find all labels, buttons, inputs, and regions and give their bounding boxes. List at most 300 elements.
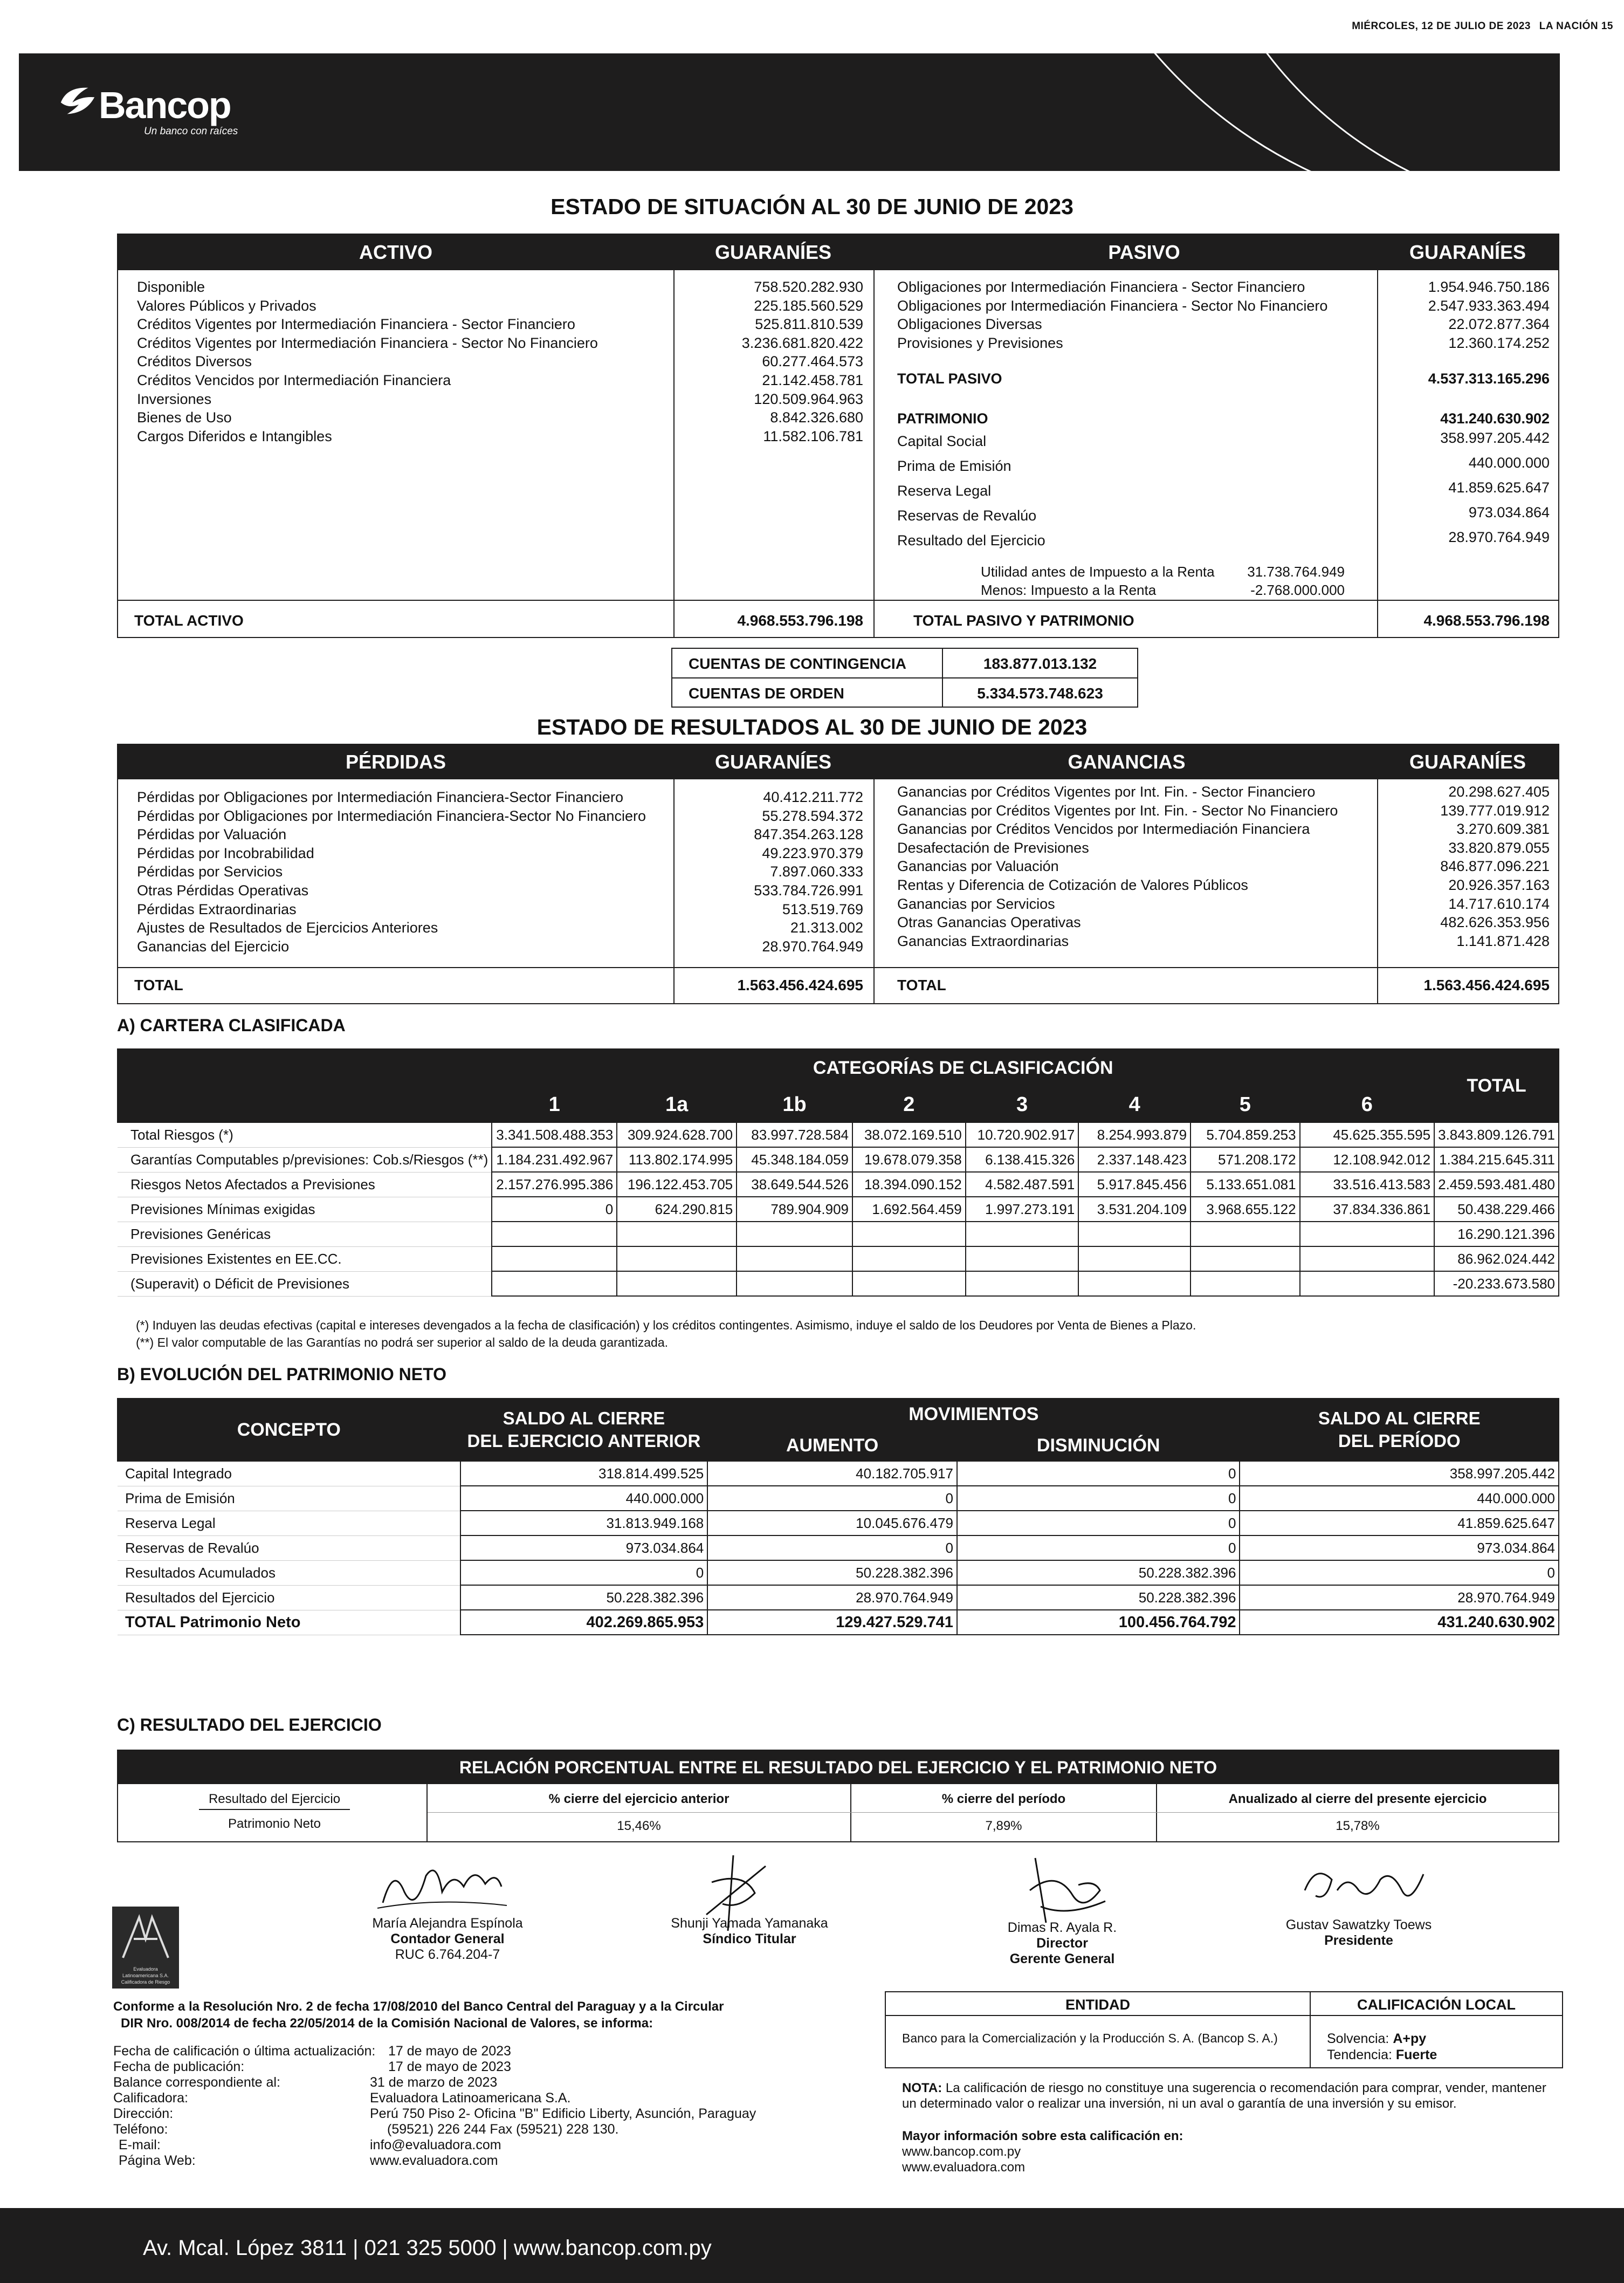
patrimonio-cell: 50.228.382.396 bbox=[957, 1560, 1240, 1585]
cartera-cell: 33.516.413.583 bbox=[1300, 1172, 1434, 1197]
nota-line-1: La calificación de riesgo no constituye una sugerencia o recomendación para comprar, vender, mantener bbox=[945, 2081, 1546, 2095]
rating-table bbox=[885, 1991, 1563, 2068]
signature-4 bbox=[1262, 1917, 1456, 1949]
cartera-cell: 3.341.508.488.353 bbox=[492, 1122, 617, 1147]
cartera-cell: 624.290.815 bbox=[617, 1197, 737, 1222]
patrimonio-item-value: 358.997.205.442 bbox=[1440, 430, 1550, 446]
resultado-denominator: Patrimonio Neto bbox=[228, 1816, 321, 1831]
ganancia-label: Ganancias por Créditos Vencidos por Intermediación Financiera bbox=[897, 821, 1310, 838]
table-row bbox=[118, 1222, 1559, 1246]
orden-label: CUENTAS DE ORDEN bbox=[689, 685, 844, 702]
signature-espinola bbox=[372, 1854, 512, 1919]
movimientos-head: MOVIMIENTOS bbox=[707, 1398, 1240, 1430]
patrimonio-prefix: B bbox=[117, 1365, 130, 1384]
ganancia-label: Ganancias por Créditos Vigentes por Int. Fin. - Sector No Financiero bbox=[897, 802, 1338, 819]
pasivo-label: Obligaciones por Intermediación Financiera - Sector Financiero bbox=[897, 279, 1305, 295]
signature-sawatzky bbox=[1294, 1858, 1434, 1917]
rating-detail-label: Página Web: bbox=[119, 2153, 196, 2168]
cartera-col-head: 1 bbox=[492, 1087, 617, 1122]
patrimonio-cell: 0 bbox=[957, 1535, 1240, 1560]
patrimonio-cell: 973.034.864 bbox=[460, 1535, 708, 1560]
rating-detail-value: 17 de mayo de 2023 bbox=[388, 2044, 511, 2059]
table-row bbox=[118, 1560, 1559, 1585]
total-ganancias-value: 1.563.456.424.695 bbox=[1423, 977, 1550, 993]
resultado-value-3: 15,78% bbox=[1336, 1819, 1380, 1833]
cartera-row-label: Previsiones Mínimas exigidas bbox=[118, 1197, 492, 1222]
banner-decoration bbox=[19, 53, 1560, 171]
saldo-anterior-head-2: DEL EJERCICIO ANTERIOR bbox=[467, 1431, 701, 1451]
concepto-head: CONCEPTO bbox=[118, 1398, 460, 1461]
resultado-banner: RELACIÓN PORCENTUAL ENTRE EL RESULTADO DEL EJERCICIO Y EL PATRIMONIO NETO bbox=[118, 1751, 1558, 1784]
cartera-cell: 5.704.859.253 bbox=[1191, 1122, 1300, 1147]
pasivo-labels bbox=[897, 279, 1372, 353]
results-statement bbox=[117, 744, 1559, 1004]
pasivo-value: 2.547.933.363.494 bbox=[1428, 297, 1550, 314]
patrimonio-cell: 41.859.625.647 bbox=[1240, 1511, 1559, 1535]
rating-detail-label: Fecha de calificación o última actualización: bbox=[113, 2044, 376, 2059]
table-row bbox=[118, 1610, 1559, 1635]
patrimonio-item-value: 440.000.000 bbox=[1468, 455, 1550, 471]
rating-detail-value: www.evaluadora.com bbox=[370, 2153, 498, 2168]
cartera-total: 2.459.593.481.480 bbox=[1434, 1172, 1559, 1197]
ganancia-label: Ganancias por Servicios bbox=[897, 895, 1055, 912]
rating-detail-value: 31 de marzo de 2023 bbox=[370, 2075, 498, 2090]
perdida-value: 847.354.263.128 bbox=[754, 826, 863, 843]
pasivo-label: Provisiones y Previsiones bbox=[897, 334, 1063, 351]
cartera-col-head: 4 bbox=[1078, 1087, 1191, 1122]
resultado-table bbox=[117, 1750, 1559, 1842]
patrimonio-row-label: Prima de Emisión bbox=[118, 1486, 460, 1511]
patrimonio-cell: 50.228.382.396 bbox=[460, 1585, 708, 1610]
patrimonio-item-value: 973.034.864 bbox=[1468, 504, 1550, 520]
calificacion-head: CALIFICACIÓN LOCAL bbox=[1357, 1997, 1516, 2013]
cartera-cell: 309.924.628.700 bbox=[617, 1122, 737, 1147]
orden-value: 5.334.573.748.623 bbox=[977, 685, 1103, 702]
activo-value: 758.520.282.930 bbox=[754, 279, 863, 295]
nota-label: NOTA: bbox=[902, 2081, 942, 2095]
cartera-cell: 10.720.902.917 bbox=[966, 1122, 1079, 1147]
cartera-col-head: 2 bbox=[852, 1087, 966, 1122]
rating-detail-value: 17 de mayo de 2023 bbox=[388, 2059, 511, 2074]
total-perdidas-label: TOTAL bbox=[134, 977, 183, 993]
patrimonio-cell: 50.228.382.396 bbox=[707, 1560, 957, 1585]
rating-detail-value: Evaluadora Latinoamericana S.A. bbox=[370, 2090, 571, 2106]
contingencia-label: CUENTAS DE CONTINGENCIA bbox=[689, 655, 906, 672]
disminucion-head: DISMINUCIÓN bbox=[957, 1430, 1240, 1461]
activo-value: 11.582.106.781 bbox=[763, 428, 863, 444]
table-row bbox=[118, 1197, 1559, 1222]
cartera-row-label: Previsiones Existentes en EE.CC. bbox=[118, 1246, 492, 1271]
patrimonio-section-title bbox=[117, 1365, 446, 1384]
nota-line-2: un determinado valor o realizar una inversión, ni un aval o garantía de una inversión y su emisor. bbox=[902, 2096, 1457, 2111]
header-date: MIÉRCOLES, 12 DE JULIO DE 2023 bbox=[1352, 20, 1531, 32]
cartera-cell: 2.157.276.995.386 bbox=[492, 1172, 617, 1197]
contingencia-value: 183.877.013.132 bbox=[983, 655, 1097, 672]
activo-values bbox=[675, 279, 863, 447]
patrimonio-label: PATRIMONIO bbox=[897, 410, 988, 427]
perdida-value: 28.970.764.949 bbox=[762, 938, 863, 955]
page-header bbox=[1352, 20, 1613, 32]
patrimonio-title: ) EVOLUCIÓN DEL PATRIMONIO NETO bbox=[129, 1365, 446, 1384]
patrimonio-cell: 318.814.499.525 bbox=[460, 1461, 708, 1486]
pasivo-value: 22.072.877.364 bbox=[1448, 316, 1550, 333]
activo-value: 21.142.458.781 bbox=[762, 372, 863, 388]
ganancia-label: Ganancias Extraordinarias bbox=[897, 933, 1069, 949]
cartera-cell: 1.997.273.191 bbox=[966, 1197, 1079, 1222]
activo-value: 120.509.964.963 bbox=[754, 390, 863, 407]
cartera-col-head: 1b bbox=[737, 1087, 852, 1122]
patrimonio-item-label: Reservas de Revalúo bbox=[897, 508, 1037, 524]
cartera-total: 86.962.024.442 bbox=[1434, 1246, 1559, 1271]
ganancia-label: Desafectación de Previsiones bbox=[897, 839, 1089, 856]
perdida-label: Otras Pérdidas Operativas bbox=[137, 882, 309, 899]
perdidas-labels bbox=[137, 789, 671, 957]
cartera-cell: 3.531.204.109 bbox=[1078, 1197, 1191, 1222]
signature-extra: Gerente General bbox=[1009, 1951, 1115, 1966]
header-page: 15 bbox=[1601, 20, 1613, 32]
perdida-label: Pérdidas por Incobrabilidad bbox=[137, 845, 314, 861]
cartera-col-head: 5 bbox=[1191, 1087, 1300, 1122]
cartera-row-label: Garantías Computables p/previsiones: Cob.s/Riesgos (**) bbox=[118, 1147, 492, 1172]
cartera-row-label: Total Riesgos (*) bbox=[118, 1122, 492, 1147]
cartera-cell: 1.184.231.492.967 bbox=[492, 1147, 617, 1172]
total-activo-value: 4.968.553.796.198 bbox=[737, 612, 863, 629]
patrimonio-item-values bbox=[1378, 430, 1550, 554]
patrimonio-total-label: TOTAL Patrimonio Neto bbox=[118, 1610, 460, 1635]
conforme-line-2: DIR Nro. 008/2014 de fecha 22/05/2014 de la Comisión Nacional de Valores, se informa: bbox=[121, 2016, 653, 2031]
cartera-col-head: 3 bbox=[966, 1087, 1079, 1122]
patrimonio-cell: 440.000.000 bbox=[1240, 1486, 1559, 1511]
patrimonio-cell: 28.970.764.949 bbox=[1240, 1585, 1559, 1610]
activo-label: Disponible bbox=[137, 279, 205, 295]
utilidad-label: Utilidad antes de Impuesto a la Renta bbox=[981, 564, 1215, 580]
ganancia-value: 14.717.610.174 bbox=[1448, 895, 1550, 912]
page-footer bbox=[0, 2208, 1624, 2283]
rating-details bbox=[113, 2044, 756, 2169]
cartera-col-head: 1a bbox=[617, 1087, 737, 1122]
ganancia-value: 3.270.609.381 bbox=[1456, 821, 1550, 838]
resultado-section-title: C) RESULTADO DEL EJERCICIO bbox=[117, 1715, 382, 1734]
activo-labels bbox=[137, 279, 665, 447]
rating-detail-label: Dirección: bbox=[113, 2106, 174, 2121]
cartera-cell: 5.917.845.456 bbox=[1078, 1172, 1191, 1197]
patrimonio-item-value: 28.970.764.949 bbox=[1448, 529, 1550, 545]
signature-role: Presidente bbox=[1324, 1933, 1393, 1948]
perdida-label: Pérdidas por Obligaciones por Intermediación Financiera-Sector Financiero bbox=[137, 789, 623, 805]
signature-ayala bbox=[1014, 1847, 1121, 1928]
patrimonio-row-label: Resultados Acumulados bbox=[118, 1560, 460, 1585]
cartera-cell: 38.649.544.526 bbox=[737, 1172, 852, 1197]
total-pasivo-value: 4.537.313.165.296 bbox=[1428, 371, 1550, 387]
perdida-value: 533.784.726.991 bbox=[754, 882, 863, 899]
resultado-col-2: % cierre del período bbox=[941, 1792, 1066, 1806]
activo-head: ACTIVO bbox=[359, 241, 432, 263]
cartera-col-head: 6 bbox=[1300, 1087, 1434, 1122]
cartera-cell: 113.802.174.995 bbox=[617, 1147, 737, 1172]
resultado-col-3: Anualizado al cierre del presente ejercicio bbox=[1228, 1792, 1487, 1806]
cartera-cell: 45.348.184.059 bbox=[737, 1147, 852, 1172]
conforme-text bbox=[113, 1998, 724, 2032]
resultado-value-1: 15,46% bbox=[617, 1819, 661, 1833]
patrimonio-item-label: Capital Social bbox=[897, 433, 987, 449]
resultado-numerator: Resultado del Ejercicio bbox=[199, 1792, 350, 1810]
brand-banner bbox=[19, 53, 1560, 171]
perdida-label: Pérdidas por Valuación bbox=[137, 826, 287, 843]
perdida-value: 40.412.211.772 bbox=[763, 789, 863, 805]
perdida-value: 513.519.769 bbox=[782, 901, 863, 917]
cartera-cell: 38.072.169.510 bbox=[852, 1122, 966, 1147]
rating-detail-label: Teléfono: bbox=[113, 2122, 168, 2137]
perdidas-values bbox=[675, 789, 863, 957]
patrimonio-cell: 0 bbox=[1240, 1560, 1559, 1585]
cartera-total: 1.384.215.645.311 bbox=[1434, 1147, 1559, 1172]
table-row bbox=[118, 1511, 1559, 1535]
patrimonio-cell: 0 bbox=[957, 1461, 1240, 1486]
cartera-cell: 4.582.487.591 bbox=[966, 1172, 1079, 1197]
cartera-note-1: (*) Induyen las deudas efectivas (capital e intereses devengados a la fecha de clasificación) y los créditos contingentes. Asimismo, induye el saldo de los Deudores por Venta de Bienes a Plazo. bbox=[136, 1318, 1196, 1332]
cartera-cell: 8.254.993.879 bbox=[1078, 1122, 1191, 1147]
web-link-1[interactable]: www.bancop.com.py bbox=[902, 2144, 1021, 2159]
patrimonio-cell: 440.000.000 bbox=[460, 1486, 708, 1511]
activo-value: 225.185.560.529 bbox=[754, 297, 863, 314]
cuentas-table bbox=[671, 648, 1138, 708]
patrimonio-row-label: Reserva Legal bbox=[118, 1511, 460, 1535]
pasivo-value: 12.360.174.252 bbox=[1448, 334, 1550, 351]
evaluadora-logo-text-1: Evaluadora bbox=[133, 1966, 158, 1972]
patrimonio-cell: 358.997.205.442 bbox=[1240, 1461, 1559, 1486]
perdidas-guaranies-head: GUARANÍES bbox=[714, 751, 832, 773]
activo-label: Inversiones bbox=[137, 390, 212, 407]
activo-label: Créditos Diversos bbox=[137, 353, 252, 370]
perdida-label: Ganancias del Ejercicio bbox=[137, 938, 290, 955]
ganancia-value: 482.626.353.956 bbox=[1440, 914, 1550, 931]
activo-value: 3.236.681.820.422 bbox=[741, 334, 863, 351]
ganancia-value: 139.777.019.912 bbox=[1440, 802, 1550, 819]
signature-name: Gustav Sawatzky Toews bbox=[1285, 1917, 1432, 1932]
ganancia-value: 1.141.871.428 bbox=[1456, 933, 1550, 949]
utilidad-value: 31.738.764.949 bbox=[1247, 564, 1345, 580]
table-row bbox=[118, 1246, 1559, 1271]
ganancia-label: Ganancias por Valuación bbox=[897, 858, 1059, 875]
brand-tagline: Un banco con raíces bbox=[144, 126, 238, 137]
saldo-anterior-head-1: SALDO AL CIERRE bbox=[503, 1408, 665, 1428]
cartera-cell: 3.968.655.122 bbox=[1191, 1197, 1300, 1222]
total-pp-value: 4.968.553.796.198 bbox=[1423, 612, 1550, 629]
impuesto-label: Menos: Impuesto a la Renta bbox=[981, 582, 1157, 598]
cartera-cell: 196.122.453.705 bbox=[617, 1172, 737, 1197]
total-activo-label: TOTAL ACTIVO bbox=[134, 612, 244, 629]
patrimonio-cell: 0 bbox=[707, 1535, 957, 1560]
rating-detail-label: E-mail: bbox=[119, 2137, 161, 2152]
patrimonio-item-label: Resultado del Ejercicio bbox=[897, 532, 1045, 549]
cartera-cell: 12.108.942.012 bbox=[1300, 1147, 1434, 1172]
tendencia-label: Tendencia: bbox=[1327, 2047, 1392, 2062]
signature-name: Shunji Yamada Yamanaka bbox=[671, 1916, 828, 1931]
table-row bbox=[118, 1147, 1559, 1172]
cartera-row-label: (Superavit) o Déficit de Previsiones bbox=[118, 1271, 492, 1296]
perdida-label: Pérdidas Extraordinarias bbox=[137, 901, 297, 917]
ganancias-values bbox=[1378, 784, 1550, 951]
saldo-periodo-head-1: SALDO AL CIERRE bbox=[1318, 1408, 1481, 1428]
entidad-name: Banco para la Comercialización y la Producción S. A. (Bancop S. A.) bbox=[902, 2031, 1278, 2045]
cartera-cell: 571.208.172 bbox=[1191, 1147, 1300, 1172]
table-row bbox=[118, 1585, 1559, 1610]
ganancias-head: GANANCIAS bbox=[1068, 751, 1186, 773]
signature-extra: RUC 6.764.204-7 bbox=[395, 1947, 500, 1962]
cartera-total: 50.438.229.466 bbox=[1434, 1197, 1559, 1222]
patrimonio-total: 100.456.764.792 bbox=[957, 1610, 1240, 1635]
brand-name: Bancop bbox=[99, 84, 231, 126]
saldo-periodo-head bbox=[1240, 1398, 1559, 1461]
cartera-cell: 2.337.148.423 bbox=[1078, 1147, 1191, 1172]
patrimonio-cell: 50.228.382.396 bbox=[957, 1585, 1240, 1610]
pasivo-label: Obligaciones por Intermediación Financiera - Sector No Financiero bbox=[897, 297, 1328, 314]
balance-title: ESTADO DE SITUACIÓN AL 30 DE JUNIO DE 2023 bbox=[550, 194, 1074, 219]
pasivo-values bbox=[1378, 279, 1550, 353]
patrimonio-item-value: 41.859.625.647 bbox=[1448, 479, 1550, 496]
activo-label: Cargos Diferidos e Intangibles bbox=[137, 428, 332, 444]
signature-3 bbox=[954, 1920, 1170, 1967]
pasivo-value: 1.954.946.750.186 bbox=[1428, 279, 1550, 295]
cartera-total: 3.843.809.126.791 bbox=[1434, 1122, 1559, 1147]
total-ganancias-label: TOTAL bbox=[897, 977, 946, 993]
mayor-info bbox=[902, 2128, 1183, 2175]
perdidas-head: PÉRDIDAS bbox=[345, 751, 446, 773]
results-title: ESTADO DE RESULTADOS AL 30 DE JUNIO DE 2023 bbox=[536, 715, 1088, 739]
patrimonio-row-label: Resultados del Ejercicio bbox=[118, 1585, 460, 1610]
ganancia-label: Ganancias por Créditos Vigentes por Int. Fin. - Sector Financiero bbox=[897, 784, 1316, 800]
pasivo-head: PASIVO bbox=[1108, 241, 1180, 263]
mayor-info-label: Mayor información sobre esta calificación en: bbox=[902, 2129, 1183, 2143]
activo-value: 8.842.326.680 bbox=[770, 409, 863, 426]
table-row bbox=[118, 1535, 1559, 1560]
solvencia-value: A+py bbox=[1393, 2031, 1427, 2046]
signature-role: Director bbox=[1036, 1936, 1088, 1951]
conforme-line-1: Conforme a la Resolución Nro. 2 de fecha 17/08/2010 del Banco Central del Paraguay y a la Circular bbox=[113, 1999, 724, 2014]
perdida-value: 49.223.970.379 bbox=[762, 845, 863, 861]
resultado-col-1: % cierre del ejercicio anterior bbox=[548, 1792, 730, 1806]
pasivo-guaranies-head: GUARANÍES bbox=[1409, 241, 1526, 263]
ganancia-value: 846.877.096.221 bbox=[1440, 858, 1550, 875]
cartera-row-label: Previsiones Genéricas bbox=[118, 1222, 492, 1246]
aumento-head: AUMENTO bbox=[707, 1430, 957, 1461]
evaluadora-logo bbox=[112, 1907, 179, 1989]
ganancia-value: 33.820.879.055 bbox=[1448, 839, 1550, 856]
table-row bbox=[118, 1172, 1559, 1197]
cartera-cell: 1.692.564.459 bbox=[852, 1197, 966, 1222]
patrimonio-total: 402.269.865.953 bbox=[460, 1610, 708, 1635]
ganancia-label: Otras Ganancias Operativas bbox=[897, 914, 1081, 931]
table-row bbox=[118, 1486, 1559, 1511]
table-row bbox=[118, 1461, 1559, 1486]
entidad-head: ENTIDAD bbox=[1065, 1997, 1130, 2013]
table-row bbox=[118, 1122, 1559, 1147]
evaluadora-logo-text-3: Calificadora de Riesgo bbox=[121, 1979, 170, 1985]
patrimonio-cell: 0 bbox=[957, 1511, 1240, 1535]
patrimonio-cell: 31.813.949.168 bbox=[460, 1511, 708, 1535]
table-row bbox=[118, 1271, 1559, 1296]
signature-1 bbox=[334, 1916, 561, 1963]
cartera-title: ) CARTERA CLASIFICADA bbox=[129, 1016, 346, 1035]
cartera-row-label: Riesgos Netos Afectados a Previsiones bbox=[118, 1172, 492, 1197]
ganancias-labels bbox=[897, 784, 1372, 951]
ganancia-value: 20.298.627.405 bbox=[1448, 784, 1550, 800]
perdida-label: Pérdidas por Servicios bbox=[137, 863, 283, 880]
signature-name: María Alejandra Espínola bbox=[372, 1916, 523, 1931]
evaluadora-mark-icon bbox=[112, 1907, 179, 1966]
rating-detail-label: Calificadora: bbox=[113, 2090, 188, 2106]
rating-detail-value: (59521) 226 244 Fax (59521) 228 130. bbox=[387, 2122, 619, 2137]
activo-label: Valores Públicos y Privados bbox=[137, 297, 316, 314]
rating-note bbox=[902, 2080, 1546, 2111]
cartera-cell: 5.133.651.081 bbox=[1191, 1172, 1300, 1197]
solvencia-label: Solvencia: bbox=[1327, 2031, 1389, 2046]
footer-contact: Av. Mcal. López 3811 | 021 325 5000 | www.bancop.com.py bbox=[143, 2236, 712, 2260]
patrimonio-cell: 973.034.864 bbox=[1240, 1535, 1559, 1560]
cartera-cell: 19.678.079.358 bbox=[852, 1147, 966, 1172]
balance-sheet bbox=[117, 234, 1559, 638]
perdida-value: 55.278.594.372 bbox=[762, 807, 863, 824]
saldo-anterior-head bbox=[460, 1398, 708, 1461]
header-newspaper: LA NACIÓN bbox=[1539, 20, 1599, 32]
patrimonio-row-label: Capital Integrado bbox=[118, 1461, 460, 1486]
rating-detail-value: info@evaluadora.com bbox=[370, 2137, 501, 2152]
saldo-periodo-head-2: DEL PERÍODO bbox=[1338, 1431, 1461, 1451]
patrimonio-item-labels bbox=[897, 433, 1372, 557]
cartera-cell: 18.394.090.152 bbox=[852, 1172, 966, 1197]
cartera-cell: 0 bbox=[492, 1197, 617, 1222]
signature-role: Síndico Titular bbox=[703, 1931, 796, 1946]
evaluadora-logo-text-2: Latinoamericana S.A. bbox=[122, 1973, 169, 1978]
cartera-total: 16.290.121.396 bbox=[1434, 1222, 1559, 1246]
signature-role: Contador General bbox=[390, 1931, 505, 1946]
patrimonio-cell: 28.970.764.949 bbox=[707, 1585, 957, 1610]
rating-detail-label: Fecha de publicación: bbox=[113, 2059, 245, 2074]
web-link-2[interactable]: www.evaluadora.com bbox=[902, 2160, 1026, 2175]
patrimonio-cell: 40.182.705.917 bbox=[707, 1461, 957, 1486]
perdida-value: 21.313.002 bbox=[790, 920, 863, 936]
cartera-section-title bbox=[117, 1016, 346, 1036]
cartera-cell: 789.904.909 bbox=[737, 1197, 852, 1222]
patrimonio-cell: 0 bbox=[460, 1560, 708, 1585]
perdida-value: 7.897.060.333 bbox=[770, 863, 863, 880]
perdida-label: Pérdidas por Obligaciones por Intermediación Financiera-Sector No Financiero bbox=[137, 807, 646, 824]
activo-label: Créditos Vigentes por Intermediación Financiera - Sector Financiero bbox=[137, 316, 575, 333]
cartera-table bbox=[117, 1048, 1559, 1297]
patrimonio-item-label: Prima de Emisión bbox=[897, 458, 1011, 474]
cartera-cell: 6.138.415.326 bbox=[966, 1147, 1079, 1172]
resultado-value-2: 7,89% bbox=[985, 1819, 1022, 1833]
cartera-prefix: A bbox=[117, 1016, 130, 1035]
patrimonio-cell: 0 bbox=[957, 1486, 1240, 1511]
cartera-cell: 45.625.355.595 bbox=[1300, 1122, 1434, 1147]
patrimonio-total: 129.427.529.741 bbox=[707, 1610, 957, 1635]
impuesto-value: -2.768.000.000 bbox=[1250, 582, 1345, 598]
signature-name: Dimas R. Ayala R. bbox=[1007, 1920, 1117, 1935]
patrimonio-item-label: Reserva Legal bbox=[897, 483, 992, 499]
total-pp-label: TOTAL PASIVO Y PATRIMONIO bbox=[913, 612, 1134, 629]
patrimonio-cell: 10.045.676.479 bbox=[707, 1511, 957, 1535]
cartera-cell: 37.834.336.861 bbox=[1300, 1197, 1434, 1222]
cartera-cell: 83.997.728.584 bbox=[737, 1122, 852, 1147]
tendencia-value: Fuerte bbox=[1395, 2047, 1437, 2062]
leaf-icon bbox=[57, 81, 99, 124]
ganancia-label: Rentas y Diferencia de Cotización de Valores Públicos bbox=[897, 876, 1248, 893]
activo-value: 525.811.810.539 bbox=[755, 316, 863, 333]
patrimonio-row-label: Reservas de Revalúo bbox=[118, 1535, 460, 1560]
activo-label: Créditos Vigentes por Intermediación Financiera - Sector No Financiero bbox=[137, 334, 598, 351]
total-perdidas-value: 1.563.456.424.695 bbox=[737, 977, 863, 993]
